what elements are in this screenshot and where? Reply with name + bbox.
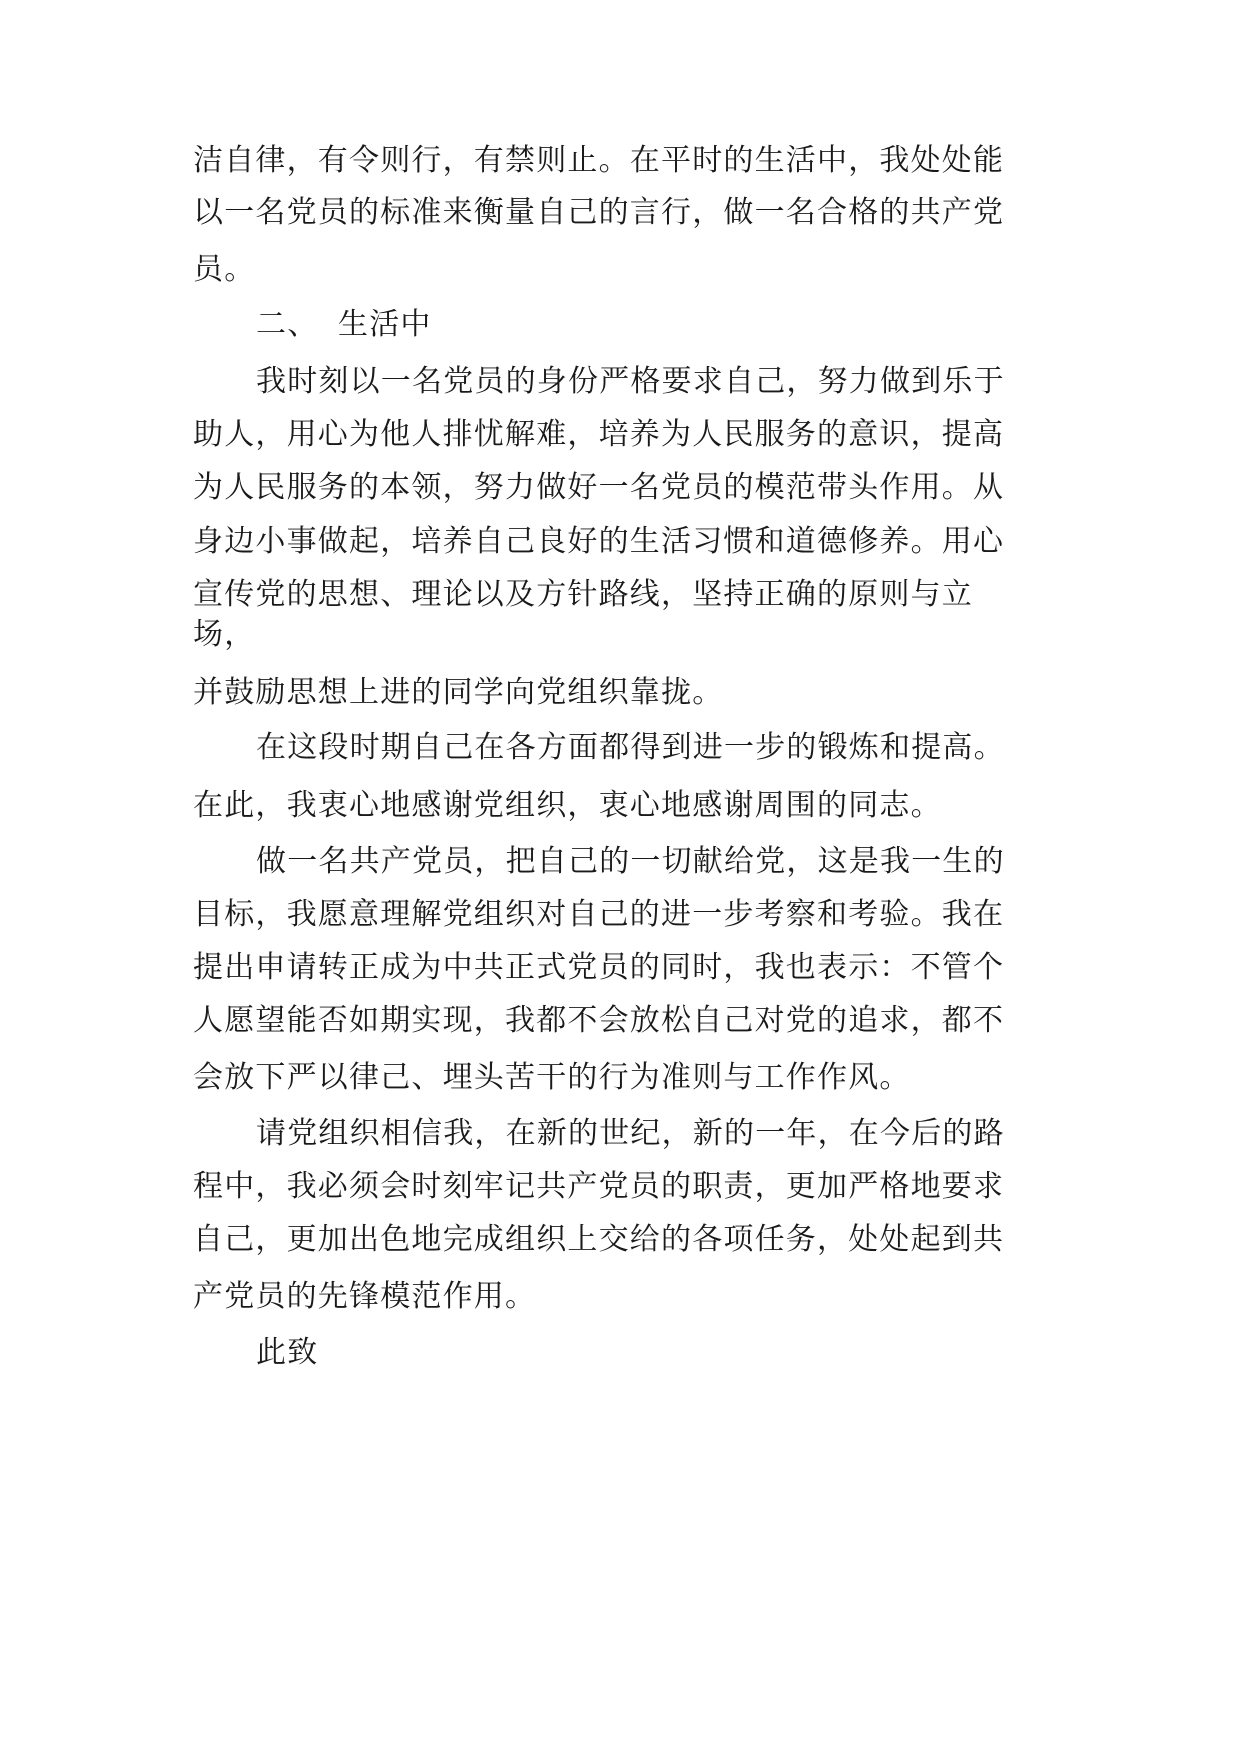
closing-salutation: 此致 xyxy=(256,1335,319,1370)
section-number: 二、 xyxy=(256,307,319,342)
paragraph-first-line: 我时刻以一名党员的身份严格要求自己，努力做到乐于 xyxy=(256,364,1005,399)
text-line: 身边小事做起，培养自己良好的生活习惯和道德修养。用心 xyxy=(193,524,1005,559)
section-title: 生活中 xyxy=(338,307,432,342)
text-line: 助人，用心为他人排忧解难，培养为人民服务的意识，提高 xyxy=(193,417,1005,452)
paragraph-first-line: 做一名共产党员，把自己的一切献给党，这是我一生的 xyxy=(256,844,1005,879)
section-heading xyxy=(256,305,432,345)
text-line: 在此，我衷心地感谢党组织，衷心地感谢周围的同志。 xyxy=(193,788,942,823)
text-line: 提出申请转正成为中共正式党员的同时，我也表示：不管个 xyxy=(193,950,1005,985)
text-line: 以一名党员的标准来衡量自己的言行，做一名合格的共产党 xyxy=(193,195,1005,230)
text-line: 目标，我愿意理解党组织对自己的进一步考察和考验。我在 xyxy=(193,897,1005,932)
text-line: 洁自律，有令则行，有禁则止。在平时的生活中，我处处能 xyxy=(193,143,1005,178)
paragraph-first-line: 请党组织相信我，在新的世纪，新的一年，在今后的路 xyxy=(256,1116,1005,1151)
text-line: 会放下严以律己、埋头苦干的行为准则与工作作风。 xyxy=(193,1060,911,1095)
text-line: 员。 xyxy=(193,252,256,287)
text-line: 产党员的先锋模范作用。 xyxy=(193,1279,537,1314)
text-line: 为人民服务的本领，努力做好一名党员的模范带头作用。从 xyxy=(193,470,1005,505)
text-line: 自己，更加出色地完成组织上交给的各项任务，处处起到共 xyxy=(193,1222,1005,1257)
text-line: 宣传党的思想、理论以及方针路线，坚持正确的原则与立 xyxy=(193,577,973,612)
text-line: 程中，我必须会时刻牢记共产党员的职责，更加严格地要求 xyxy=(193,1169,1005,1204)
text-line: 场， xyxy=(193,617,256,652)
text-line: 并鼓励思想上进的同学向党组织靠拢。 xyxy=(193,675,724,710)
paragraph-first-line: 在这段时期自己在各方面都得到进一步的锻炼和提高。 xyxy=(256,730,1005,765)
text-line: 人愿望能否如期实现，我都不会放松自己对党的追求，都不 xyxy=(193,1003,1005,1038)
